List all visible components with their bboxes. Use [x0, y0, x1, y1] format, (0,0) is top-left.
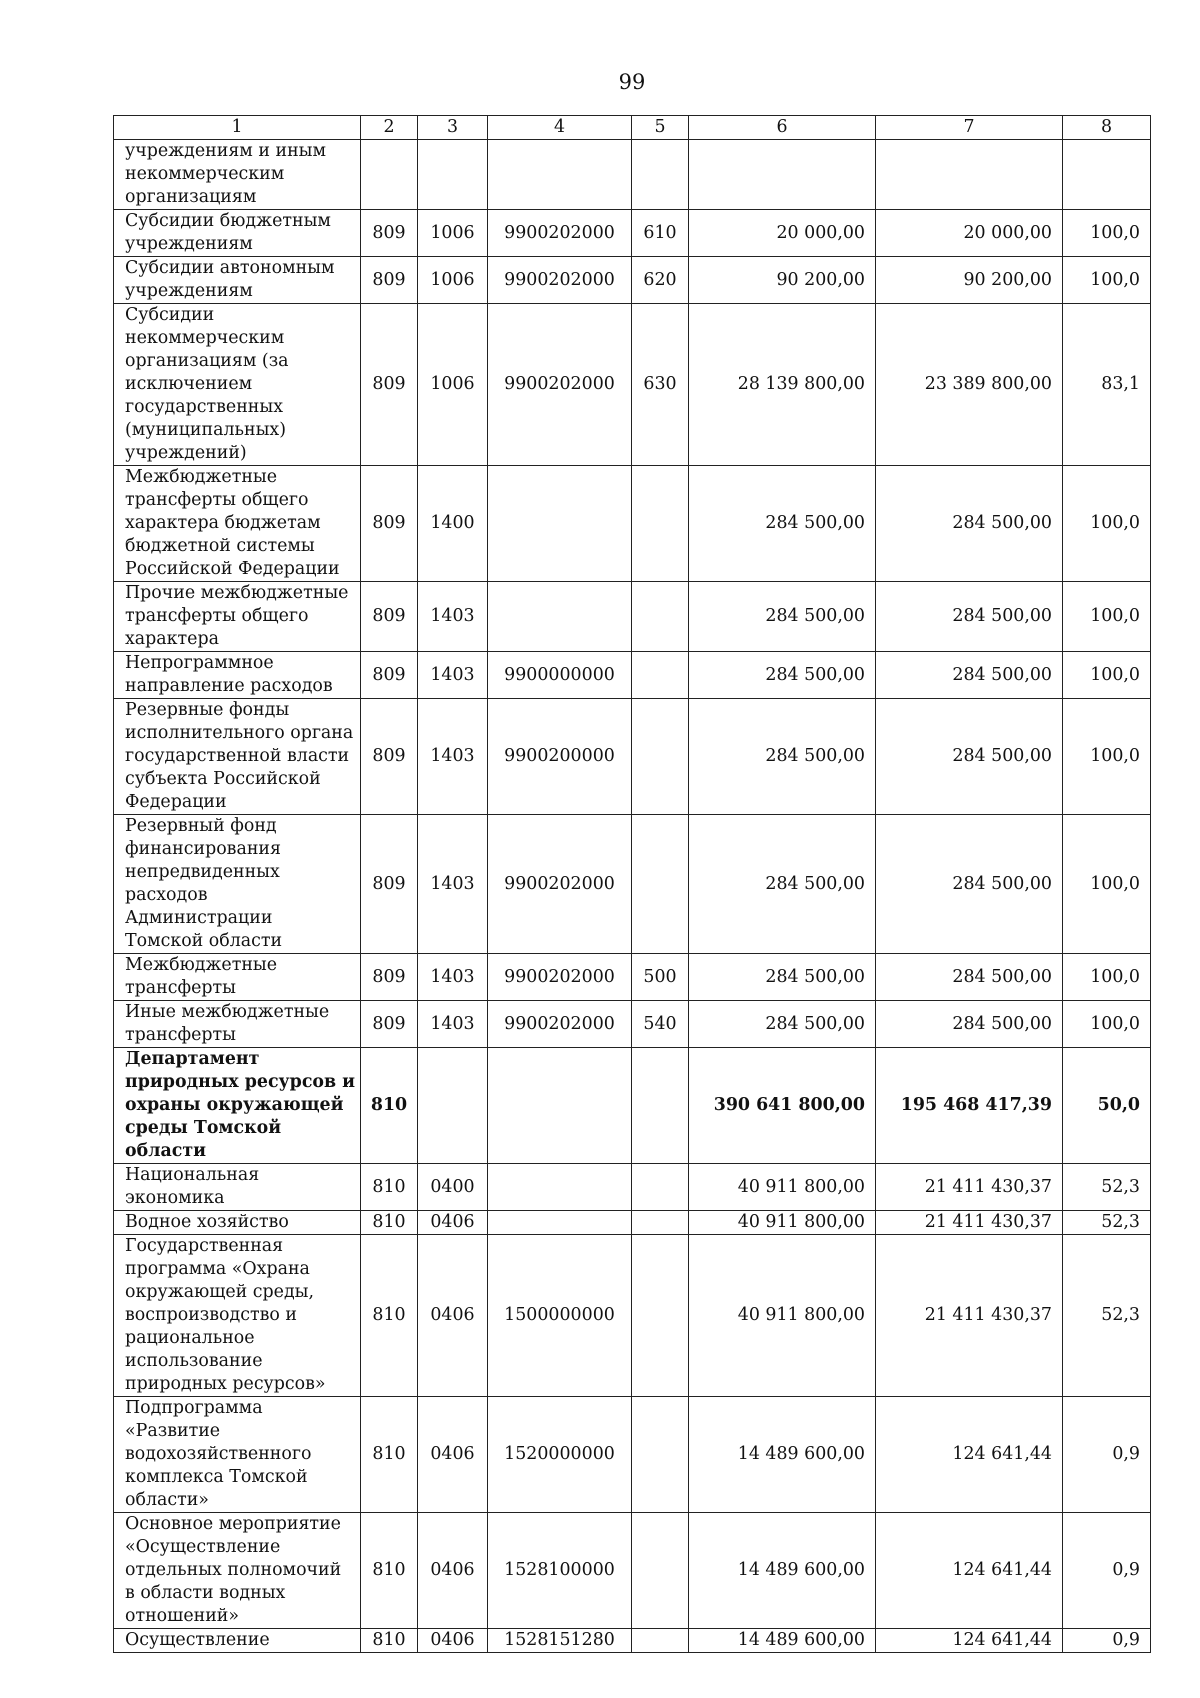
executed-amount-cell: 284 500,00 [876, 1001, 1063, 1048]
section-code-cell: 1403 [418, 652, 488, 699]
table-row [114, 140, 1151, 210]
expense-type-cell [632, 140, 689, 210]
target-article-cell: 1520000000 [488, 1397, 632, 1513]
executed-amount-cell: 23 389 800,00 [876, 304, 1063, 466]
executed-amount-cell: 284 500,00 [876, 815, 1063, 954]
table-row [114, 304, 1151, 466]
table-row [114, 954, 1151, 1001]
table-row [114, 815, 1151, 954]
expense-type-cell [632, 1048, 689, 1164]
row-name-cell: Субсидии автономным учреждениям [114, 257, 361, 304]
row-name-cell: Межбюджетные трансферты общего характера бюджетам бюджетной системы Российской Федерации [114, 466, 361, 582]
planned-amount-cell: 14 489 600,00 [689, 1397, 876, 1513]
section-code-cell: 1400 [418, 466, 488, 582]
planned-amount-cell: 14 489 600,00 [689, 1513, 876, 1629]
target-article-cell [488, 1211, 632, 1235]
section-code-cell: 0406 [418, 1235, 488, 1397]
target-article-cell: 9900200000 [488, 699, 632, 815]
executed-amount-cell: 21 411 430,37 [876, 1235, 1063, 1397]
ministry-code-cell: 809 [361, 304, 418, 466]
row-name-cell: Прочие межбюджетные трансферты общего характера [114, 582, 361, 652]
execution-percent-cell: 0,9 [1063, 1629, 1151, 1653]
section-code-cell: 1403 [418, 954, 488, 1001]
target-article-cell: 9900202000 [488, 815, 632, 954]
executed-amount-cell: 284 500,00 [876, 954, 1063, 1001]
row-name-cell: Подпрограмма «Развитие водохозяйственного комплекса Томской области» [114, 1397, 361, 1513]
planned-amount-cell: 28 139 800,00 [689, 304, 876, 466]
execution-percent-cell: 100,0 [1063, 815, 1151, 954]
ministry-code-cell: 810 [361, 1048, 418, 1164]
execution-percent-cell: 52,3 [1063, 1164, 1151, 1211]
planned-amount-cell: 14 489 600,00 [689, 1629, 876, 1653]
executed-amount-cell: 21 411 430,37 [876, 1211, 1063, 1235]
target-article-cell [488, 466, 632, 582]
row-name-cell: Резервный фонд финансирования непредвиденных расходов Администрации Томской области [114, 815, 361, 954]
ministry-code-cell: 809 [361, 210, 418, 257]
target-article-cell [488, 1048, 632, 1164]
table-row [114, 1211, 1151, 1235]
expense-type-cell: 630 [632, 304, 689, 466]
execution-percent-cell: 52,3 [1063, 1211, 1151, 1235]
ministry-code-cell: 810 [361, 1513, 418, 1629]
target-article-cell: 9900202000 [488, 257, 632, 304]
target-article-cell: 1528100000 [488, 1513, 632, 1629]
planned-amount-cell: 40 911 800,00 [689, 1164, 876, 1211]
table-row [114, 582, 1151, 652]
row-name-cell: Основное мероприятие «Осуществление отдельных полномочий в области водных отношений» [114, 1513, 361, 1629]
executed-amount-cell: 124 641,44 [876, 1513, 1063, 1629]
expense-type-cell: 610 [632, 210, 689, 257]
ministry-code-cell: 810 [361, 1235, 418, 1397]
section-code-cell [418, 140, 488, 210]
ministry-code-cell: 809 [361, 1001, 418, 1048]
column-header-8: 8 [1063, 116, 1151, 140]
column-header-7: 7 [876, 116, 1063, 140]
budget-table-body [114, 116, 1151, 1653]
ministry-code-cell: 809 [361, 954, 418, 1001]
expense-type-cell [632, 1235, 689, 1397]
target-article-cell: 9900202000 [488, 1001, 632, 1048]
executed-amount-cell: 124 641,44 [876, 1629, 1063, 1653]
section-code-cell: 0406 [418, 1397, 488, 1513]
target-article-cell: 1528151280 [488, 1629, 632, 1653]
planned-amount-cell: 284 500,00 [689, 582, 876, 652]
expense-type-cell [632, 582, 689, 652]
table-row [114, 1048, 1151, 1164]
row-name-cell: Резервные фонды исполнительного органа государственной власти субъекта Российской Федерации [114, 699, 361, 815]
column-header-5: 5 [632, 116, 689, 140]
ministry-code-cell: 810 [361, 1629, 418, 1653]
expense-type-cell: 620 [632, 257, 689, 304]
row-name-cell: Государственная программа «Охрана окружающей среды, воспроизводство и рациональное использование природных ресурсов» [114, 1235, 361, 1397]
expense-type-cell [632, 699, 689, 815]
table-row [114, 466, 1151, 582]
budget-table [113, 115, 1151, 1653]
expense-type-cell [632, 466, 689, 582]
target-article-cell: 9900202000 [488, 304, 632, 466]
target-article-cell: 9900000000 [488, 652, 632, 699]
section-code-cell: 0406 [418, 1629, 488, 1653]
planned-amount-cell: 284 500,00 [689, 652, 876, 699]
executed-amount-cell: 284 500,00 [876, 652, 1063, 699]
table-row [114, 699, 1151, 815]
ministry-code-cell: 809 [361, 699, 418, 815]
execution-percent-cell: 0,9 [1063, 1397, 1151, 1513]
expense-type-cell: 540 [632, 1001, 689, 1048]
page-number: 99 [618, 70, 646, 94]
executed-amount-cell: 195 468 417,39 [876, 1048, 1063, 1164]
ministry-code-cell: 810 [361, 1164, 418, 1211]
table-row [114, 1001, 1151, 1048]
row-name-cell: Иные межбюджетные трансферты [114, 1001, 361, 1048]
execution-percent-cell: 100,0 [1063, 582, 1151, 652]
execution-percent-cell: 50,0 [1063, 1048, 1151, 1164]
row-name-cell: Межбюджетные трансферты [114, 954, 361, 1001]
row-name-cell: учреждениям и иным некоммерческим организациям [114, 140, 361, 210]
section-code-cell: 1006 [418, 210, 488, 257]
section-code-cell: 1403 [418, 699, 488, 815]
planned-amount-cell: 20 000,00 [689, 210, 876, 257]
column-header-6: 6 [689, 116, 876, 140]
target-article-cell: 9900202000 [488, 210, 632, 257]
row-name-cell: Водное хозяйство [114, 1211, 361, 1235]
expense-type-cell [632, 1513, 689, 1629]
planned-amount-cell [689, 140, 876, 210]
section-code-cell: 1006 [418, 304, 488, 466]
target-article-cell [488, 1164, 632, 1211]
execution-percent-cell: 100,0 [1063, 652, 1151, 699]
section-code-cell: 0406 [418, 1211, 488, 1235]
ministry-code-cell [361, 140, 418, 210]
executed-amount-cell: 90 200,00 [876, 257, 1063, 304]
executed-amount-cell: 284 500,00 [876, 582, 1063, 652]
execution-percent-cell: 100,0 [1063, 954, 1151, 1001]
column-header-2: 2 [361, 116, 418, 140]
table-row [114, 1629, 1151, 1653]
planned-amount-cell: 90 200,00 [689, 257, 876, 304]
column-number-row [114, 116, 1151, 140]
target-article-cell: 9900202000 [488, 954, 632, 1001]
planned-amount-cell: 40 911 800,00 [689, 1211, 876, 1235]
section-code-cell [418, 1048, 488, 1164]
ministry-code-cell: 809 [361, 652, 418, 699]
row-name-cell: Национальная экономика [114, 1164, 361, 1211]
target-article-cell [488, 582, 632, 652]
column-header-1: 1 [114, 116, 361, 140]
execution-percent-cell: 0,9 [1063, 1513, 1151, 1629]
section-code-cell: 0406 [418, 1513, 488, 1629]
expense-type-cell [632, 815, 689, 954]
ministry-code-cell: 809 [361, 466, 418, 582]
table-row [114, 1397, 1151, 1513]
table-row [114, 1513, 1151, 1629]
ministry-code-cell: 809 [361, 582, 418, 652]
ministry-code-cell: 809 [361, 815, 418, 954]
planned-amount-cell: 390 641 800,00 [689, 1048, 876, 1164]
section-code-cell: 1403 [418, 1001, 488, 1048]
planned-amount-cell: 284 500,00 [689, 815, 876, 954]
expense-type-cell [632, 1211, 689, 1235]
table-row [114, 1235, 1151, 1397]
execution-percent-cell: 100,0 [1063, 699, 1151, 815]
table-row [114, 1164, 1151, 1211]
planned-amount-cell: 284 500,00 [689, 954, 876, 1001]
executed-amount-cell: 284 500,00 [876, 466, 1063, 582]
execution-percent-cell: 100,0 [1063, 257, 1151, 304]
executed-amount-cell: 284 500,00 [876, 699, 1063, 815]
section-code-cell: 1403 [418, 815, 488, 954]
column-header-4: 4 [488, 116, 632, 140]
executed-amount-cell [876, 140, 1063, 210]
expense-type-cell [632, 1397, 689, 1513]
table-row [114, 210, 1151, 257]
expense-type-cell [632, 652, 689, 699]
ministry-code-cell: 810 [361, 1211, 418, 1235]
target-article-cell [488, 140, 632, 210]
executed-amount-cell: 20 000,00 [876, 210, 1063, 257]
expense-type-cell: 500 [632, 954, 689, 1001]
section-code-cell: 0400 [418, 1164, 488, 1211]
execution-percent-cell: 100,0 [1063, 210, 1151, 257]
section-code-cell: 1403 [418, 582, 488, 652]
expense-type-cell [632, 1629, 689, 1653]
executed-amount-cell: 21 411 430,37 [876, 1164, 1063, 1211]
section-code-cell: 1006 [418, 257, 488, 304]
ministry-code-cell: 810 [361, 1397, 418, 1513]
row-name-cell: Субсидии бюджетным учреждениям [114, 210, 361, 257]
row-name-cell: Департамент природных ресурсов и охраны окружающей среды Томской области [114, 1048, 361, 1164]
execution-percent-cell: 100,0 [1063, 1001, 1151, 1048]
planned-amount-cell: 284 500,00 [689, 1001, 876, 1048]
row-name-cell: Осуществление [114, 1629, 361, 1653]
execution-percent-cell: 83,1 [1063, 304, 1151, 466]
execution-percent-cell [1063, 140, 1151, 210]
table-row [114, 652, 1151, 699]
executed-amount-cell: 124 641,44 [876, 1397, 1063, 1513]
execution-percent-cell: 100,0 [1063, 466, 1151, 582]
planned-amount-cell: 284 500,00 [689, 699, 876, 815]
column-header-3: 3 [418, 116, 488, 140]
ministry-code-cell: 809 [361, 257, 418, 304]
execution-percent-cell: 52,3 [1063, 1235, 1151, 1397]
row-name-cell: Непрограммное направление расходов [114, 652, 361, 699]
planned-amount-cell: 284 500,00 [689, 466, 876, 582]
planned-amount-cell: 40 911 800,00 [689, 1235, 876, 1397]
expense-type-cell [632, 1164, 689, 1211]
table-row [114, 257, 1151, 304]
row-name-cell: Субсидии некоммерческим организациям (за исключением государственных (муниципальных) учреждений) [114, 304, 361, 466]
target-article-cell: 1500000000 [488, 1235, 632, 1397]
